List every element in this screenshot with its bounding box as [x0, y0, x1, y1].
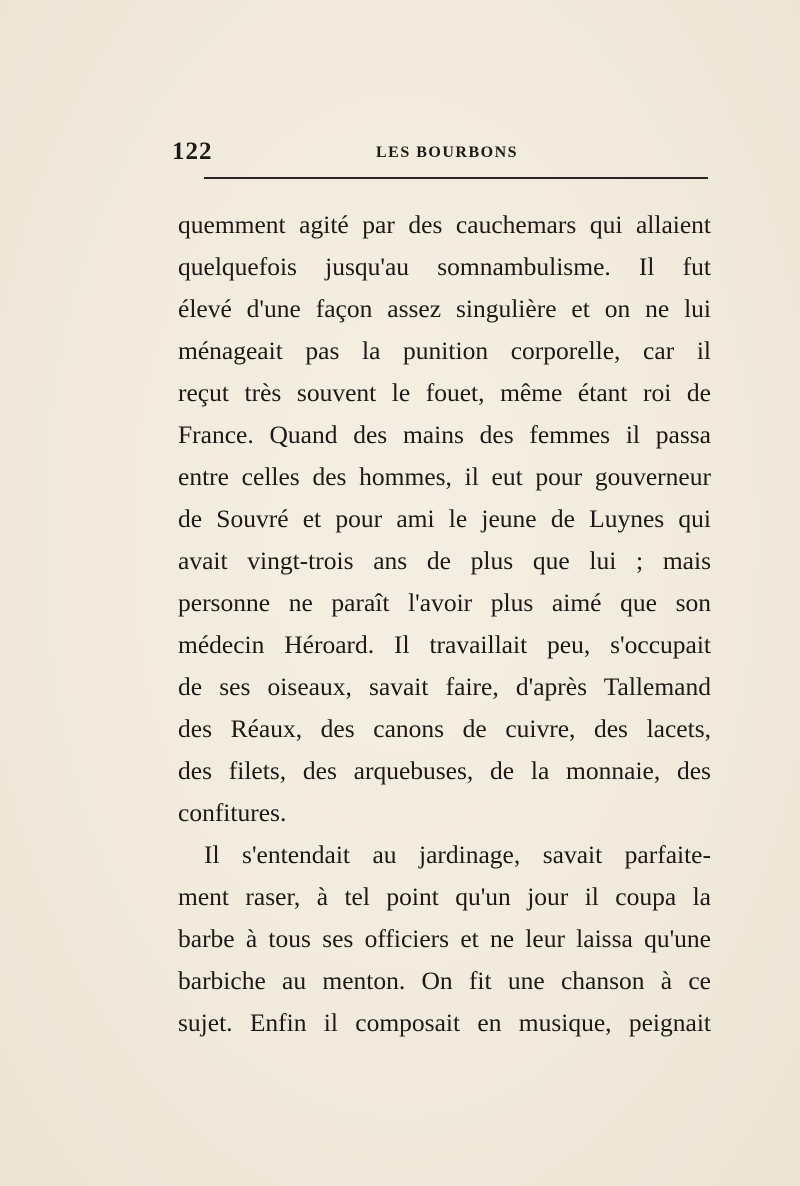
text-line: sujet. Enfin il composait en musique, peignait — [178, 1008, 711, 1037]
text-line: France. Quand des mains des femmes il passa — [178, 420, 711, 449]
text-line: des filets, des arquebuses, de la monnaie, des — [178, 756, 711, 785]
text-line: ménageait pas la punition corporelle, car il — [178, 336, 711, 365]
text-line: quemment agité par des cauchemars qui allaient — [178, 210, 711, 239]
text-line: personne ne paraît l'avoir plus aimé que son — [178, 588, 711, 617]
text-line: barbe à tous ses officiers et ne leur laissa qu'une — [178, 924, 711, 953]
running-title: LES BOURBONS — [376, 144, 519, 161]
text-line: de ses oiseaux, savait faire, d'après Tallemand — [178, 672, 711, 701]
text-line: Il s'entendait au jardinage, savait parfaite- — [204, 840, 711, 869]
text-line: de Souvré et pour ami le jeune de Luynes qui — [178, 504, 711, 533]
text-line: reçut très souvent le fouet, même étant roi de — [178, 378, 711, 407]
text-line: confitures. — [178, 798, 287, 827]
text-line: médecin Héroard. Il travaillait peu, s'occupait — [178, 630, 711, 659]
page-number: 122 — [172, 138, 213, 165]
text-line: quelquefois jusqu'au somnambulisme. Il fut — [178, 252, 711, 281]
body-text — [178, 204, 711, 1044]
header-rule — [204, 177, 708, 179]
page-header — [172, 138, 708, 174]
text-line: barbiche au menton. On fit une chanson à ce — [178, 966, 711, 995]
text-line: entre celles des hommes, il eut pour gouverneur — [178, 462, 711, 491]
text-line: avait vingt-trois ans de plus que lui ; mais — [178, 546, 711, 575]
text-line: ment raser, à tel point qu'un jour il coupa la — [178, 882, 711, 911]
text-line: des Réaux, des canons de cuivre, des lacets, — [178, 714, 711, 743]
text-line: élevé d'une façon assez singulière et on ne lui — [178, 294, 711, 323]
